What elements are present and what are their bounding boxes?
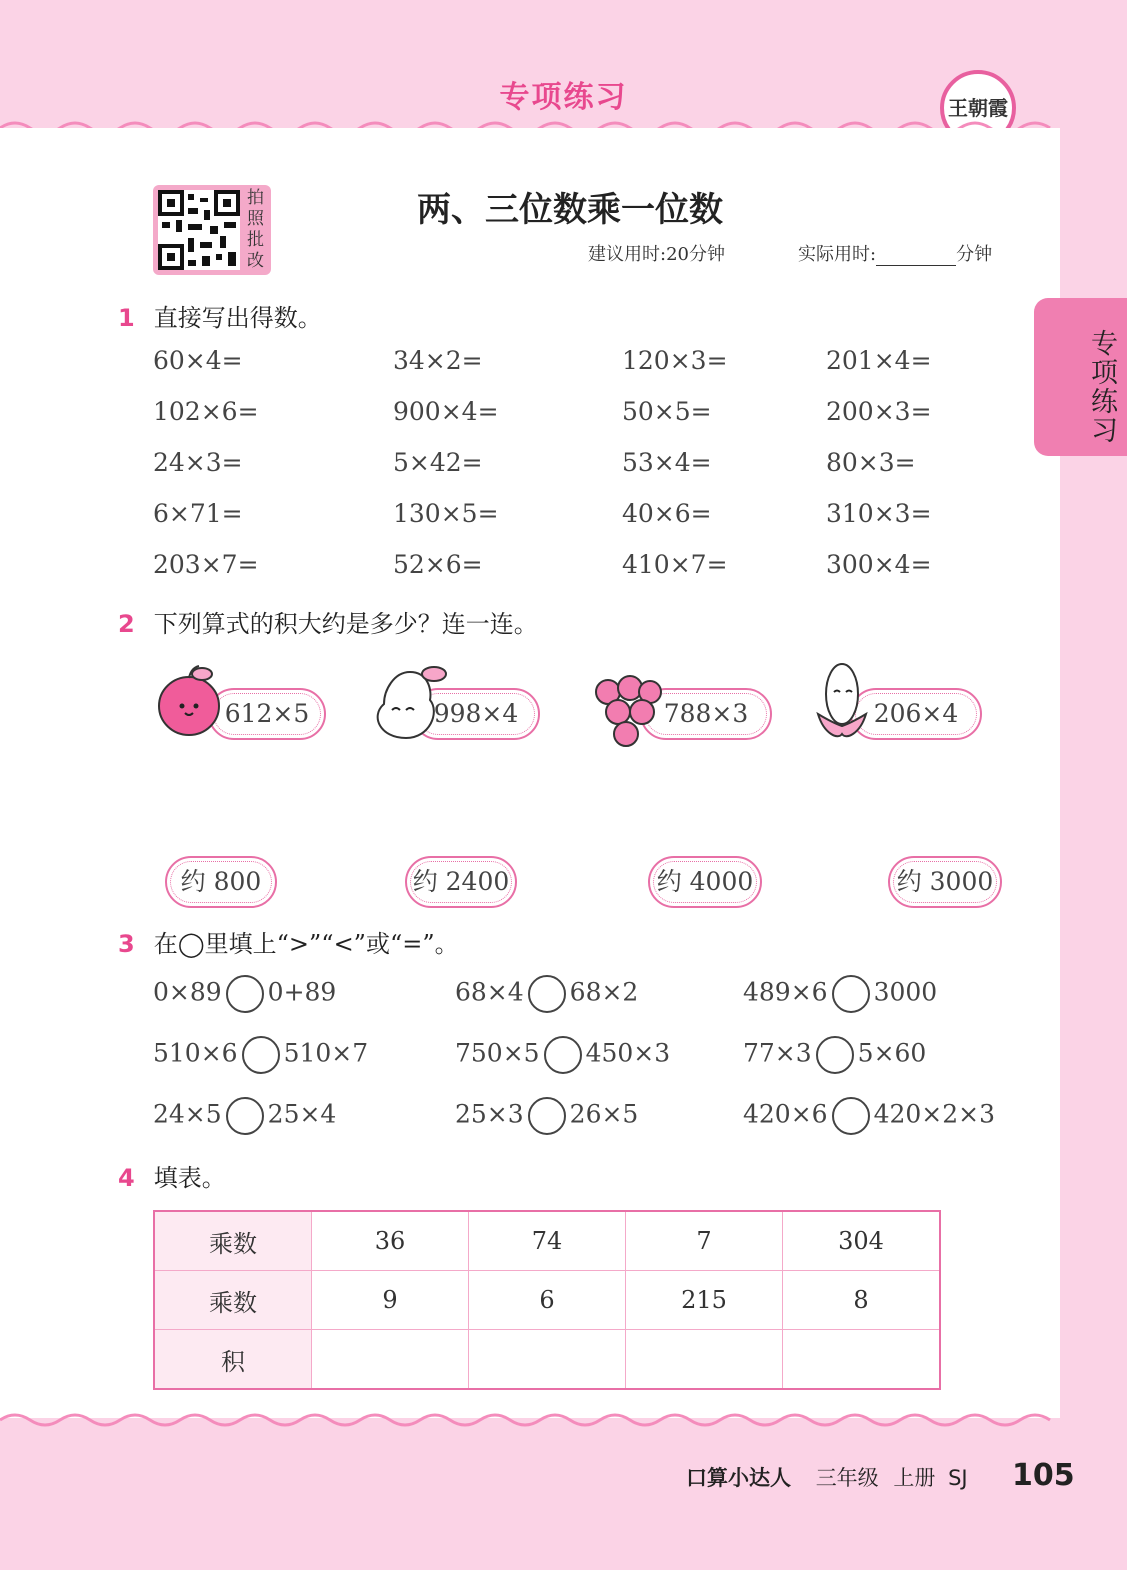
- table-cell: 8: [783, 1271, 941, 1330]
- q1-expr[interactable]: 5×42=: [393, 448, 483, 477]
- approx-bubble[interactable]: 约 4000: [648, 856, 762, 908]
- table-row: [154, 1271, 940, 1330]
- q1-expr[interactable]: 60×4=: [153, 346, 243, 375]
- q1-expr[interactable]: 130×5=: [393, 499, 499, 528]
- table-row: [154, 1211, 940, 1271]
- page-number: 105: [1012, 1458, 1075, 1493]
- q1-expr[interactable]: 80×3=: [826, 448, 916, 477]
- grapes-icon: [592, 664, 662, 750]
- expr-bubble[interactable]: 612×5: [208, 688, 326, 740]
- compare-item: 24×5 25×4: [153, 1097, 336, 1135]
- table-cell: 乘数: [154, 1211, 312, 1271]
- footer-info: 口算小达人 三年级 上册 SJ: [686, 1466, 968, 1490]
- page-title: 两、三位数乘一位数: [417, 190, 723, 230]
- answer-circle[interactable]: [528, 975, 566, 1013]
- actual-time: 实际用时: 分钟: [798, 244, 993, 265]
- section-title: 专项练习: [499, 80, 628, 115]
- brand-logo: 王朝霞: [940, 70, 1016, 146]
- q1-expr[interactable]: 102×6=: [153, 397, 259, 426]
- q1-expr[interactable]: 201×4=: [826, 346, 932, 375]
- q1-expr[interactable]: 900×4=: [393, 397, 499, 426]
- fill-table: [153, 1210, 941, 1390]
- expr-bubble[interactable]: 206×4: [850, 688, 982, 740]
- answer-circle[interactable]: [528, 1097, 566, 1135]
- approx-bubble[interactable]: 约 800: [165, 856, 277, 908]
- q1-expr[interactable]: 120×3=: [622, 346, 728, 375]
- q1-expr[interactable]: 40×6=: [622, 499, 712, 528]
- q1-expr[interactable]: 300×4=: [826, 550, 932, 579]
- q1-expr[interactable]: 52×6=: [393, 550, 483, 579]
- question-2-header: 2 下列算式的积大约是多少？连一连。: [118, 610, 538, 638]
- q1-expr[interactable]: 6×71=: [153, 499, 243, 528]
- question-4-header: 4 填表。: [118, 1164, 226, 1192]
- table-cell: 乘数: [154, 1271, 312, 1330]
- compare-item: 489×6 3000: [743, 975, 937, 1013]
- answer-circle[interactable]: [226, 975, 264, 1013]
- q1-expr[interactable]: 410×7=: [622, 550, 728, 579]
- table-cell: 36: [312, 1211, 469, 1271]
- corn-icon: [814, 654, 870, 742]
- q1-expr[interactable]: 34×2=: [393, 346, 483, 375]
- table-row: [154, 1330, 940, 1390]
- q1-expr[interactable]: 203×7=: [153, 550, 259, 579]
- q1-expr[interactable]: 200×3=: [826, 397, 932, 426]
- product-input-cell[interactable]: [783, 1330, 941, 1390]
- expr-bubble[interactable]: 998×4: [412, 688, 540, 740]
- pear-icon: [370, 660, 454, 740]
- table-cell: 304: [783, 1211, 941, 1271]
- suggested-time: 建议用时:20分钟: [588, 244, 725, 265]
- qr-label: 拍 照 批 改: [247, 188, 264, 271]
- answer-circle[interactable]: [544, 1036, 582, 1074]
- question-1-header: 1 直接写出得数。: [118, 304, 322, 332]
- compare-item: 68×4 68×2: [455, 975, 638, 1013]
- product-input-cell[interactable]: [312, 1330, 469, 1390]
- compare-item: 420×6 420×2×3: [743, 1097, 995, 1135]
- q1-expr[interactable]: 53×4=: [622, 448, 712, 477]
- table-cell: 74: [469, 1211, 626, 1271]
- compare-item: 750×5 450×3: [455, 1036, 670, 1074]
- q1-expr[interactable]: 24×3=: [153, 448, 243, 477]
- answer-circle[interactable]: [832, 1097, 870, 1135]
- answer-circle[interactable]: [816, 1036, 854, 1074]
- table-cell: 7: [626, 1211, 783, 1271]
- approx-bubble[interactable]: 约 3000: [888, 856, 1002, 908]
- table-cell: 215: [626, 1271, 783, 1330]
- answer-circle[interactable]: [226, 1097, 264, 1135]
- apple-icon: [156, 662, 222, 738]
- expr-bubble[interactable]: 788×3: [640, 688, 772, 740]
- answer-circle[interactable]: [242, 1036, 280, 1074]
- product-input-cell[interactable]: [626, 1330, 783, 1390]
- compare-item: 0×89 0+89: [153, 975, 336, 1013]
- q1-expr[interactable]: 50×5=: [622, 397, 712, 426]
- table-cell: 9: [312, 1271, 469, 1330]
- q1-expr[interactable]: 310×3=: [826, 499, 932, 528]
- question-3-header: 3 在◯里填上“>”“<”或“=”。: [118, 930, 459, 958]
- qr-code-icon[interactable]: [158, 190, 240, 270]
- compare-item: 77×3 5×60: [743, 1036, 926, 1074]
- compare-item: 510×6 510×7: [153, 1036, 368, 1074]
- side-tab: 专项练习: [1034, 298, 1127, 456]
- table-cell: 6: [469, 1271, 626, 1330]
- actual-time-input[interactable]: [876, 247, 956, 266]
- answer-circle[interactable]: [832, 975, 870, 1013]
- approx-bubble[interactable]: 约 2400: [405, 856, 517, 908]
- table-cell: 积: [154, 1330, 312, 1390]
- wave-border-bottom: [0, 1410, 1127, 1430]
- compare-item: 25×3 26×5: [455, 1097, 638, 1135]
- question-3-grid: [153, 975, 1033, 1165]
- product-input-cell[interactable]: [469, 1330, 626, 1390]
